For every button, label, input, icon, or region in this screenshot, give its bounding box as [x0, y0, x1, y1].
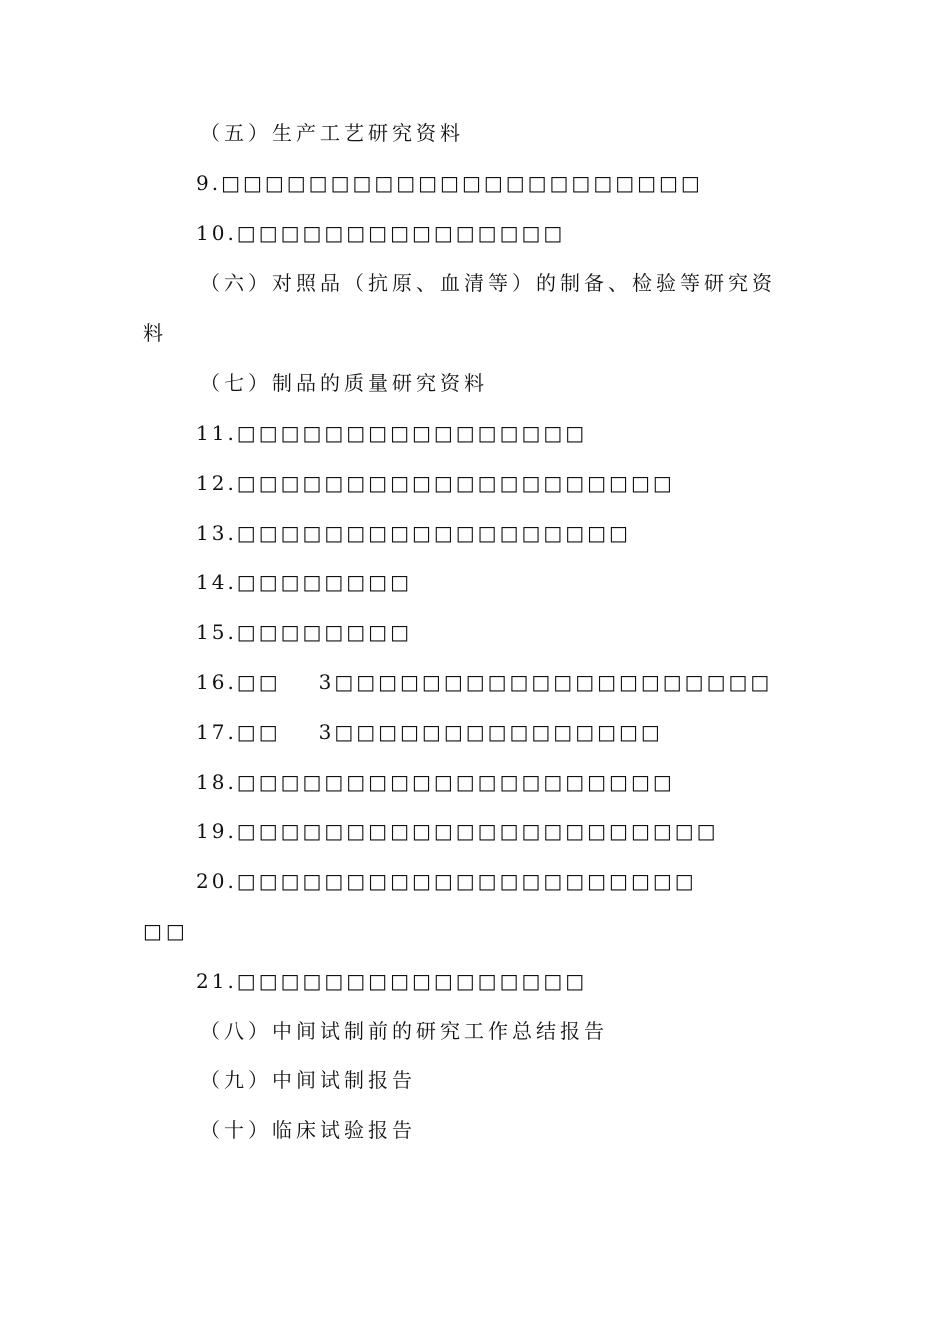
list-item-15: 15.□□□□□□□□ — [196, 620, 412, 644]
list-item-17 — [196, 719, 663, 745]
section-heading-10: （十）临床试验报告 — [200, 1118, 416, 1142]
list-item-16 — [196, 669, 772, 695]
section-heading-9: （九）中间试制报告 — [200, 1068, 416, 1092]
list-item-21: 21.□□□□□□□□□□□□□□□□ — [196, 969, 588, 993]
section-heading-8: （八）中间试制前的研究工作总结报告 — [200, 1019, 608, 1043]
list-item-19: 19.□□□□□□□□□□□□□□□□□□□□□□ — [196, 819, 719, 843]
section-heading-7: （七）制品的质量研究资料 — [200, 371, 488, 395]
list-item-20-continuation: □□ — [143, 919, 189, 943]
list-item-10: 10.□□□□□□□□□□□□□□□ — [196, 221, 566, 245]
list-item-12: 12.□□□□□□□□□□□□□□□□□□□□ — [196, 471, 675, 495]
list-item-13: 13.□□□□□□□□□□□□□□□□□□ — [196, 521, 631, 545]
list-item-17-part-b: 3□□□□□□□□□□□□□□□ — [318, 720, 663, 744]
section-heading-6-continuation: 料 — [143, 321, 167, 345]
list-item-11: 11.□□□□□□□□□□□□□□□□ — [196, 421, 588, 445]
list-item-14: 14.□□□□□□□□ — [196, 570, 412, 594]
list-item-16-part-b: 3□□□□□□□□□□□□□□□□□□□□ — [318, 670, 773, 694]
list-item-9: 9.□□□□□□□□□□□□□□□□□□□□□□ — [196, 171, 703, 195]
section-heading-6: （六）对照品（抗原、血清等）的制备、检验等研究资 — [200, 271, 776, 295]
list-item-20: 20.□□□□□□□□□□□□□□□□□□□□□ — [196, 869, 697, 893]
list-item-16-part-a: 16.□□ — [196, 670, 281, 694]
list-item-18: 18.□□□□□□□□□□□□□□□□□□□□ — [196, 770, 675, 794]
list-item-17-part-a: 17.□□ — [196, 720, 281, 744]
section-heading-5: （五）生产工艺研究资料 — [200, 121, 464, 145]
